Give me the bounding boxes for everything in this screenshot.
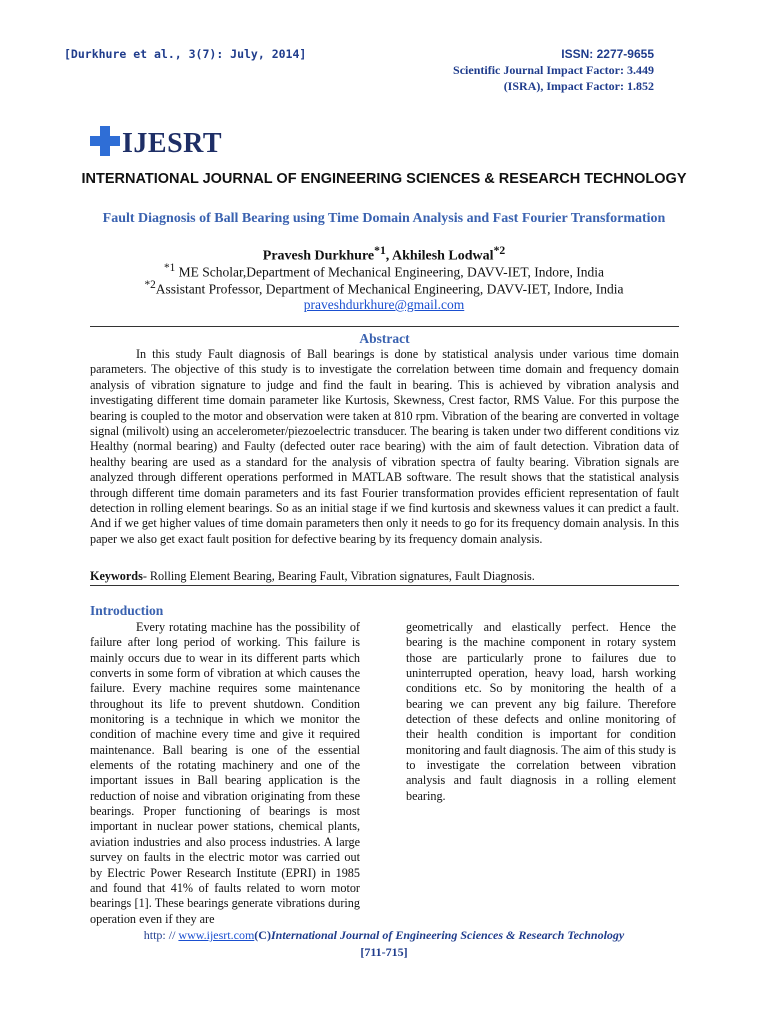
- author-2: Akhilesh Lodwal: [392, 248, 494, 264]
- author-2-marker: *2: [493, 244, 506, 257]
- keywords: [90, 569, 679, 584]
- introduction-heading: Introduction: [90, 603, 164, 618]
- plus-icon: [90, 126, 120, 156]
- abstract-heading: Abstract: [359, 331, 410, 346]
- abstract-text: In this study Fault diagnosis of Ball bearings is done by statistical analysis under various time domain parameters. The objective of this study is to investigate the correlation between time domain and frequency domain analysis of vibration signature to judge and find the fault in bearing. This is achieved by vibration analysis and investigating different time domain parameter like Kurtosis, Skewness, Crest factor, RMS Value. For this purpose the bearing is coupled to the motor and observation were taken at 810 rpm. Vibration of the bearing are converted in voltage signal (milivolt) using an accelerometer/piezoelectric transducer. The bearing is taken under two different conditions viz Healthy (normal bearing) and Faulty (defected outer race bearing) with the aim of fault detection. Vibration data of healthy bearing are used as a standard for the analysis of vibration spectra of faulty bearing. Vibration signals are analyzed through different operations performed in MATLAB software. The result shows that the statistical analysis through different time domain parameters and its fast Fourier transformation provides efficient representation of fault detection in rolling element bearings. So as an initial stage if we find kurtosis and skewness values it can predict a fault. And if we get higher values of time domain parameters then only it needs to go for its frequency domain analysis. In this paper we also get exact fault position for defective bearing by its frequency domain analysis.: [90, 347, 679, 546]
- logo-text: IJESRT: [122, 128, 223, 159]
- divider-bottom: [90, 585, 679, 586]
- author-separator: ,: [385, 248, 393, 264]
- affiliation-1: [60, 262, 708, 281]
- affiliation-2: [60, 279, 708, 298]
- author-1-marker: *1: [374, 244, 386, 257]
- affiliation-2-text: Assistant Professor, Department of Mechanical Engineering, DAVV-IET, Indore, India: [155, 281, 624, 297]
- keywords-text: - Rolling Element Bearing, Bearing Fault, Vibration signatures, Fault Diagnosis.: [142, 569, 535, 583]
- affiliation-2-marker: *2: [144, 279, 156, 291]
- page-range: [711-715]: [360, 945, 408, 959]
- affiliation-1-text: ME Scholar,Department of Mechanical Engineering, DAVV-IET, Indore, India: [175, 264, 605, 280]
- affiliation-1-marker: *1: [163, 262, 176, 274]
- introduction-column-right: geometrically and elastically perfect. Hence the bearing is the machine component in rotary system those are particularly prone to failures due to uninterrupted operation, heavy load, harsh working conditions etc. So by monitoring the health of a bearing we can prevent any big failure. Therefore detection of these defects and online monitoring of their health condition is important for condition monitoring and fault diagnosis. The aim of this study is to investigate the correlation between vibration analysis and fault diagnosis in a rolling element bearing.: [406, 620, 676, 803]
- keywords-label: Keywords: [90, 569, 143, 583]
- author-1: Pravesh Durkhure: [262, 248, 375, 264]
- footer-copyright: (C): [254, 928, 271, 942]
- introduction-column-left: Every rotating machine has the possibility of failure after long period of working. This failure is mainly occurs due to wear in its different parts which converts in some form of vibration at which causes the failure. Every machine requires some maintenance throughout its life to prevent shutdown. Condition monitoring is a technique in which we monitor the condition of machine every time and give it required maintenance. Ball bearing is one of the essential elements of the rotating machinery and one of the important issues in Ball bearing application is the reduction of noise and vibration originating from these bearings. Proper functioning of bearings is most important in nuclear power stations, chemical plants, aviation industries and also process industries. A large survey on faults in the electric motor was carried out by Electric Power Research Institute (EPRI) in 1985 and found that 41% of faults related to worn motor bearings [1]. These bearings generate vibrations during operation even if they are: [90, 620, 360, 926]
- footer-prefix: http: //: [143, 928, 179, 942]
- paper-title: Fault Diagnosis of Ball Bearing using Time Domain Analysis and Fast Fourier Transformation: [102, 211, 666, 226]
- page-footer: [60, 928, 708, 943]
- issn-header: [453, 46, 654, 94]
- author-email-link[interactable]: praveshdurkhure@gmail.com: [303, 297, 465, 312]
- citation-header: [Durkhure et al., 3(7): July, 2014]: [64, 47, 307, 61]
- footer-journal-name: International Journal of Engineering Sciences & Research Technology: [270, 928, 625, 942]
- impact-factor-isra: (ISRA), Impact Factor: 1.852: [503, 79, 654, 93]
- footer-website-link[interactable]: www.ijesrt.com: [178, 928, 255, 942]
- impact-factor-sjif: Scientific Journal Impact Factor: 3.449: [453, 63, 654, 77]
- issn-text: ISSN: 2277-9655: [561, 47, 654, 61]
- journal-name: INTERNATIONAL JOURNAL OF ENGINEERING SCIENCES & RESEARCH TECHNOLOGY: [81, 171, 687, 187]
- divider-top: [90, 326, 679, 327]
